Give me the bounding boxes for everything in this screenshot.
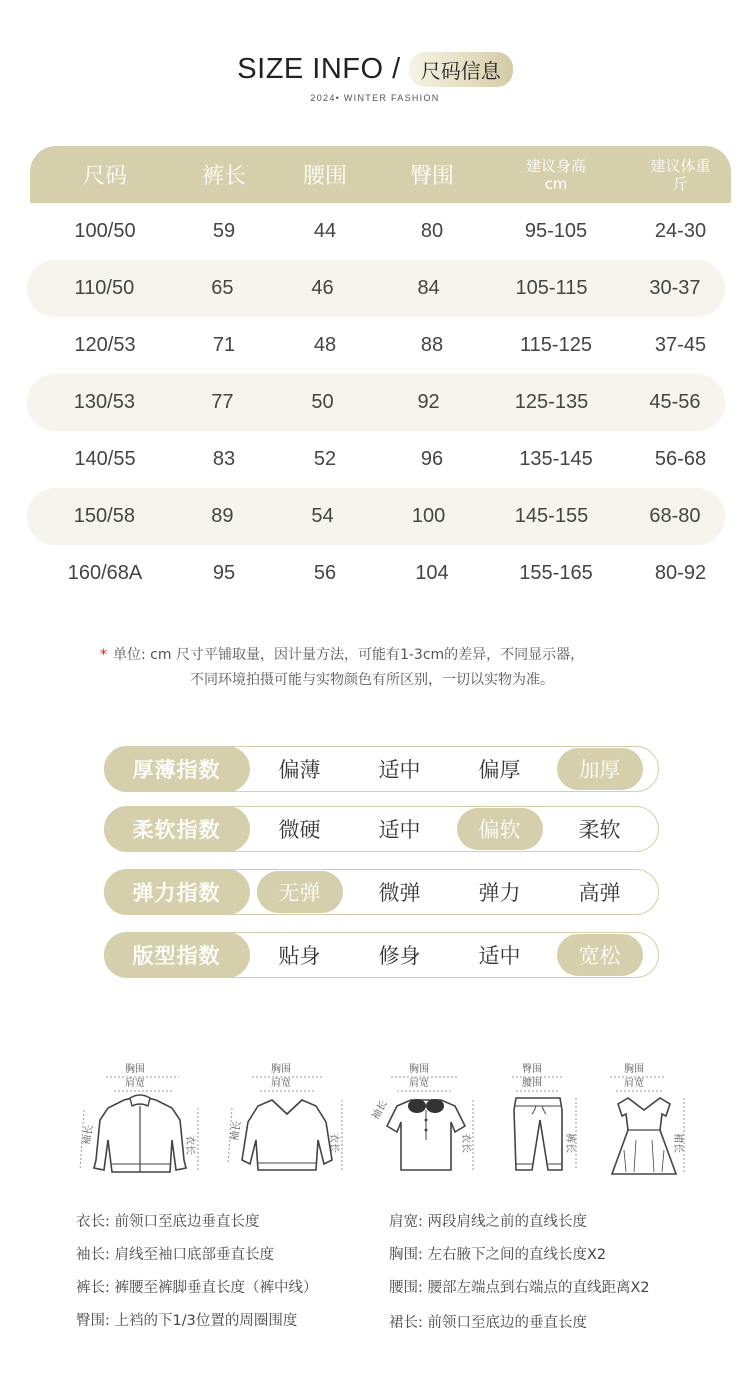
size-table xyxy=(30,146,731,602)
jacket-label-right: 衣长 xyxy=(184,1135,195,1155)
cell-hip: 80 xyxy=(420,220,444,242)
cell-height: 145-155 xyxy=(514,505,589,527)
page-header xyxy=(0,52,750,103)
table-header xyxy=(30,146,731,203)
index-option: 偏薄 xyxy=(278,758,321,782)
cell-hip: 96 xyxy=(420,448,444,470)
header-hip: 臀围 xyxy=(409,164,454,189)
header-waist: 腰围 xyxy=(302,164,347,189)
cell-height: 95-105 xyxy=(524,220,588,242)
shirt-label-right: 衣长 xyxy=(460,1133,471,1153)
note-line-1 xyxy=(100,643,584,668)
title-en: SIZE INFO / xyxy=(237,53,401,85)
index-bar xyxy=(104,746,659,792)
table-row xyxy=(27,260,725,317)
cell-waist: 44 xyxy=(313,220,337,242)
table-row xyxy=(27,488,725,545)
index-option: 偏厚 xyxy=(478,758,521,782)
index-option: 适中 xyxy=(378,758,421,782)
cell-hip: 104 xyxy=(415,562,449,584)
cell-pants-length: 59 xyxy=(212,220,236,242)
table-row xyxy=(30,431,731,488)
def-left-3: 裤长: 裤腰至裤脚垂直长度（裤中线） xyxy=(76,1280,318,1296)
index-option: 弹力 xyxy=(478,881,521,905)
cell-height: 125-135 xyxy=(514,391,589,413)
def-right-1: 肩宽: 两段肩线之前的直线长度 xyxy=(389,1214,587,1230)
cell-waist: 54 xyxy=(311,505,334,527)
header-pants-length: 裤长 xyxy=(201,164,246,189)
def-left-4: 臀围: 上裆的下1/3位置的周圈围度 xyxy=(76,1313,298,1329)
shirt-figure xyxy=(369,1060,484,1189)
cell-hip: 88 xyxy=(420,334,444,356)
table-row xyxy=(30,317,731,374)
cell-hip: 84 xyxy=(417,277,440,299)
def-right-2: 胸围: 左右腋下之间的直线长度X2 xyxy=(389,1247,607,1263)
index-option: 适中 xyxy=(378,818,421,842)
cell-size: 130/53 xyxy=(73,391,135,413)
shirt-label-left: 袖长 xyxy=(370,1098,390,1122)
index-option: 微硬 xyxy=(278,818,321,842)
dress-label-right: 裙长 xyxy=(672,1133,683,1153)
dress-label-top2: 肩宽 xyxy=(624,1078,644,1089)
cell-pants-length: 71 xyxy=(212,334,236,356)
star-mark: * xyxy=(100,647,107,663)
index-option: 微弹 xyxy=(378,881,421,905)
table-row xyxy=(27,374,725,431)
sweater-label-top1: 胸围 xyxy=(271,1064,291,1075)
dress-figure xyxy=(604,1060,694,1189)
shirt-label-top1: 胸围 xyxy=(409,1064,429,1075)
cell-pants-length: 77 xyxy=(211,391,234,413)
jacket-figure xyxy=(74,1060,204,1189)
cell-weight: 24-30 xyxy=(654,220,707,242)
index-option-selected: 加厚 xyxy=(557,748,643,790)
def-right-3: 腰围: 腰部左端点到右端点的直线距离X2 xyxy=(389,1280,650,1296)
cell-weight: 30-37 xyxy=(649,277,701,299)
cell-pants-length: 95 xyxy=(212,562,236,584)
def-left-1: 衣长: 前领口至底边垂直长度 xyxy=(76,1214,260,1230)
cell-waist: 46 xyxy=(311,277,334,299)
table-row xyxy=(30,545,731,602)
header-height xyxy=(482,157,630,193)
index-option: 适中 xyxy=(478,944,521,968)
index-option: 修身 xyxy=(378,944,421,968)
index-option-selected: 偏软 xyxy=(457,808,543,850)
index-option: 高弹 xyxy=(578,881,621,905)
pants-icon xyxy=(504,1060,594,1185)
table-row xyxy=(30,203,731,260)
index-option-selected: 宽松 xyxy=(557,934,643,976)
cell-pants-length: 89 xyxy=(211,505,234,527)
title-row xyxy=(0,52,750,87)
shirt-label-top2: 肩宽 xyxy=(409,1078,429,1089)
index-option-selected: 无弹 xyxy=(257,871,343,913)
cell-weight: 68-80 xyxy=(649,505,701,527)
pants-figure xyxy=(504,1060,594,1189)
index-bar xyxy=(104,869,659,915)
cell-weight: 80-92 xyxy=(654,562,707,584)
jacket-label-top2: 肩宽 xyxy=(125,1078,145,1089)
subtitle: 2024• WINTER FASHION xyxy=(310,93,440,103)
sweater-label-left: 袖长 xyxy=(229,1120,244,1142)
cell-weight: 56-68 xyxy=(654,448,707,470)
index-label: 版型指数 xyxy=(104,932,250,978)
note-text-1: 单位: cm 尺寸平铺取量，因计量方法，可能有1-3cm的差异，不同显示器， xyxy=(113,647,585,663)
cell-size: 160/68A xyxy=(67,562,143,584)
cell-waist: 52 xyxy=(313,448,337,470)
index-bar xyxy=(104,932,659,978)
cell-height: 115-125 xyxy=(520,334,592,356)
header-height-unit: cm xyxy=(544,174,568,193)
index-label: 柔软指数 xyxy=(104,806,250,852)
cell-size: 140/55 xyxy=(74,448,136,470)
header-size: 尺码 xyxy=(82,164,127,189)
cell-hip: 92 xyxy=(417,391,440,413)
index-label: 厚薄指数 xyxy=(104,746,250,792)
cell-height: 155-165 xyxy=(519,562,593,584)
shirt-icon xyxy=(369,1060,484,1185)
garment-figures xyxy=(74,1060,694,1190)
cell-pants-length: 83 xyxy=(212,448,236,470)
cell-waist: 56 xyxy=(313,562,337,584)
index-label: 弹力指数 xyxy=(104,869,250,915)
cell-waist: 48 xyxy=(313,334,337,356)
cell-size: 120/53 xyxy=(74,334,136,356)
cell-size: 100/50 xyxy=(74,220,136,242)
pants-label-top1: 臀围 xyxy=(522,1064,542,1075)
cell-size: 150/58 xyxy=(73,505,135,527)
index-option: 贴身 xyxy=(278,944,321,968)
jacket-label-left: 袖长 xyxy=(81,1124,96,1146)
header-weight xyxy=(630,157,731,193)
pants-label-top2: 腰围 xyxy=(522,1078,542,1089)
cell-size: 110/50 xyxy=(74,277,135,299)
cell-weight: 45-56 xyxy=(649,391,701,413)
sweater-figure xyxy=(224,1060,349,1189)
header-weight-unit: 斤 xyxy=(672,174,688,193)
cell-waist: 50 xyxy=(311,391,334,413)
sweater-label-right: 衣长 xyxy=(328,1133,339,1153)
index-option: 柔软 xyxy=(578,818,621,842)
def-left-2: 袖长: 肩线至袖口底部垂直长度 xyxy=(76,1247,274,1263)
cell-height: 105-115 xyxy=(515,277,588,299)
sweater-label-top2: 肩宽 xyxy=(271,1078,291,1089)
header-height-label: 建议身高 xyxy=(525,156,586,175)
cell-pants-length: 65 xyxy=(211,277,234,299)
sweater-icon xyxy=(224,1060,349,1185)
cell-height: 135-145 xyxy=(519,448,593,470)
cell-hip: 100 xyxy=(411,505,446,527)
jacket-label-top1: 胸围 xyxy=(125,1064,145,1075)
dress-icon xyxy=(604,1060,694,1185)
table-body xyxy=(30,203,731,602)
pants-label-right: 裤长 xyxy=(564,1133,575,1153)
header-weight-label: 建议体重 xyxy=(650,156,711,175)
index-bar xyxy=(104,806,659,852)
note-line-2: 不同环境拍摄可能与实物颜色有所区别，一切以实物为准。 xyxy=(190,672,554,688)
def-right-4: 裙长: 前领口至底边的垂直长度 xyxy=(389,1315,587,1331)
title-cn: 尺码信息 xyxy=(409,52,513,87)
jacket-icon xyxy=(74,1060,204,1185)
cell-weight: 37-45 xyxy=(654,334,707,356)
dress-label-top1: 胸围 xyxy=(624,1064,644,1075)
